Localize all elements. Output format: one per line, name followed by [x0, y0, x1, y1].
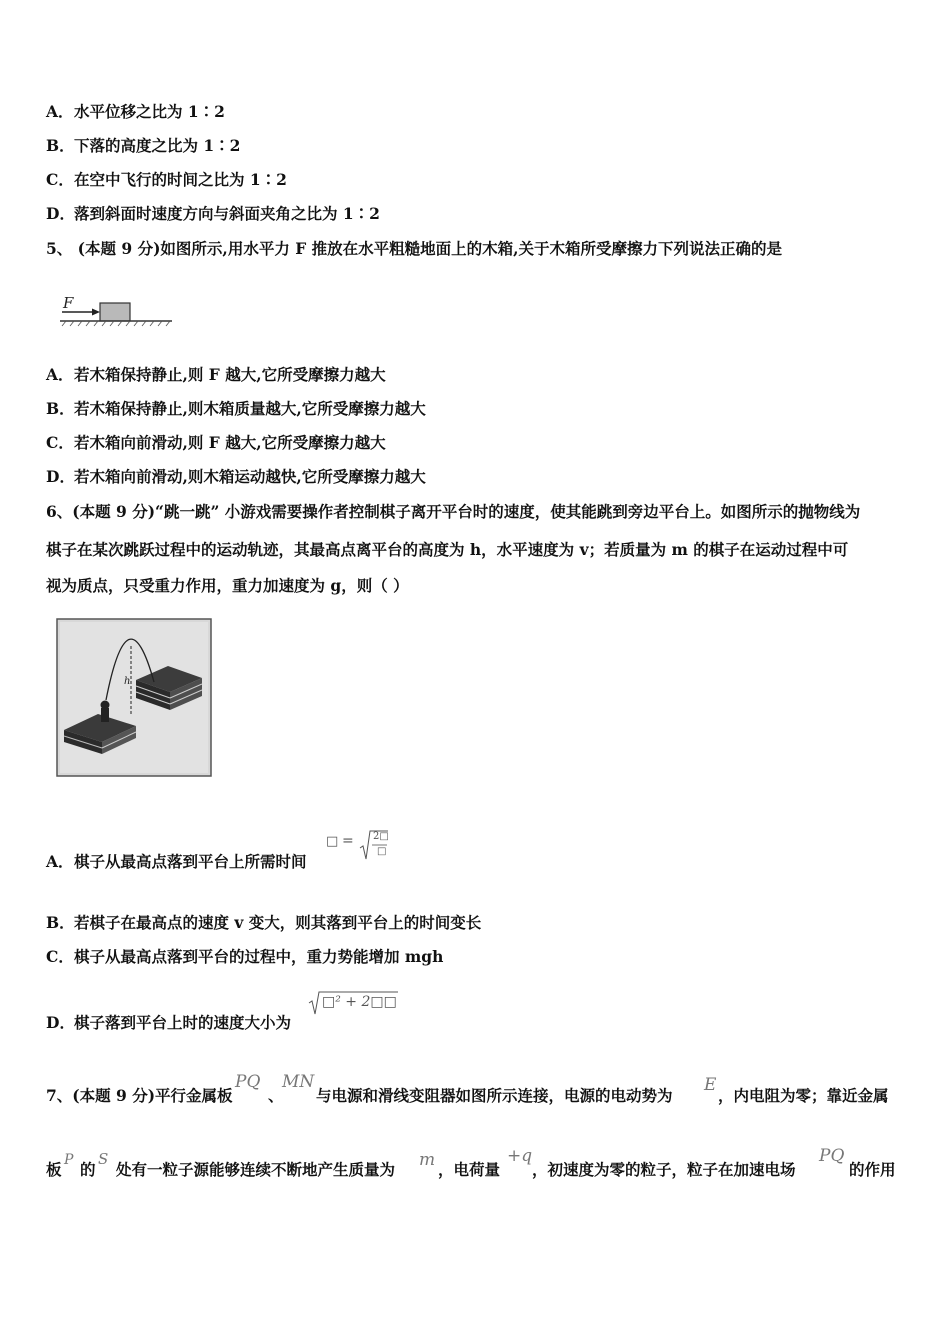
q7-symbol-s: S [98, 1150, 109, 1168]
q4-option-b-text: 下落的高度之比为 1∶2 [74, 136, 241, 155]
q4-option-a-text: 水平位移之比为 1∶2 [74, 102, 225, 121]
q4-option-d-text: 落到斜面时速度方向与斜面夹角之比为 1∶2 [74, 204, 380, 223]
q4-option-c [46, 170, 287, 190]
q6-option-d-text: 棋子落到平台上时的速度大小为 [74, 1013, 292, 1032]
q6-option-d-letter: D． [46, 1013, 75, 1032]
q7-text-part2: 与电源和滑线变阻器如图所示连接，电源的电动势为 [316, 1086, 673, 1105]
q7-text-part9: 的作用 [849, 1160, 896, 1179]
q6-option-b-text: 若棋子在最高点的速度 v 变大，则其落到平台上的时间变长 [74, 913, 482, 932]
q4-option-a [46, 102, 225, 122]
q5-figure-force-label: F [63, 294, 74, 312]
q5-option-c-text: 若木箱向前滑动,则 F 越大,它所受摩擦力越大 [74, 433, 386, 452]
q7-text-part3: ，内电阻为零；靠近金属 [718, 1086, 889, 1105]
q6-stem-line3: 视为质点，只受重力作用，重力加速度为 g，则（ ） [46, 576, 409, 595]
q6-formula-a [326, 828, 398, 862]
q5-option-c [46, 433, 386, 453]
q5-option-a [46, 365, 386, 385]
q7-text-part8: ，初速度为零的粒子，粒子在加速电场 [532, 1160, 796, 1179]
formula-a-denominator: □ [377, 846, 387, 857]
q7-symbol-m: m [419, 1150, 436, 1170]
q4-option-d-letter: D． [46, 204, 75, 223]
q7-symbol-p: P [64, 1152, 74, 1168]
q6-jump-game-figure [56, 618, 212, 778]
q4-option-b-letter: B． [46, 136, 75, 155]
formula-d-body: □² + 2□□ [322, 994, 397, 1010]
force-arrowhead [92, 309, 100, 316]
q7-symbol-pq-2: PQ [819, 1146, 845, 1166]
q6-option-b-letter: B． [46, 913, 75, 932]
q7-text-part4: 板 [46, 1160, 62, 1179]
q5-option-a-text: 若木箱保持静止,则 F 越大,它所受摩擦力越大 [74, 365, 386, 384]
q6-option-c-text: 棋子从最高点落到平台的过程中，重力势能增加 mgh [74, 947, 444, 966]
formula-a-numerator: 2□ [373, 831, 389, 842]
q4-option-a-letter: A． [46, 102, 74, 121]
q6-formula-d [308, 990, 400, 1016]
q7-symbol-mn: MN [282, 1072, 315, 1092]
chess-piece-body [101, 708, 109, 722]
q5-option-d-letter: D． [46, 467, 75, 486]
q5-stem: 5、 (本题 9 分)如图所示,用水平力 F 推放在水平粗糙地面上的木箱,关于木箱所受摩擦力下列说法正确的是 [46, 239, 783, 258]
q7-symbol-q: +q [507, 1146, 533, 1166]
q6-stem-line1: 6、(本题 9 分)“跳一跳” 小游戏需要操作者控制棋子离开平台时的速度，使其能跳到旁边平台上。如图所示的抛物线为 [46, 502, 861, 521]
q5-option-b-text: 若木箱保持静止,则木箱质量越大,它所受摩擦力越大 [74, 399, 426, 418]
q6-stem-line2: 棋子在某次跳跃过程中的运动轨迹，其最高点离平台的高度为 h，水平速度为 v；若质量为 m 的棋子在运动过程中可 [46, 540, 849, 559]
q5-option-d [46, 467, 426, 487]
q6-option-b [46, 913, 481, 933]
q7-line1 [46, 1086, 233, 1106]
q7-symbol-e: E [704, 1075, 717, 1095]
q6-option-a [46, 852, 307, 872]
q5-option-d-text: 若木箱向前滑动,则木箱运动越快,它所受摩擦力越大 [74, 467, 426, 486]
q6-option-c [46, 947, 443, 967]
q6-option-d [46, 1013, 291, 1033]
q7-text-part6: 处有一粒子源能够连续不断地产生质量为 [116, 1160, 396, 1179]
q5-option-b [46, 399, 426, 419]
height-label: h [124, 676, 131, 687]
q4-option-c-text: 在空中飞行的时间之比为 1∶2 [74, 170, 287, 189]
q6-option-a-letter: A． [46, 852, 74, 871]
q4-option-b [46, 136, 240, 156]
q6-option-c-letter: C． [46, 947, 74, 966]
q7-text-part7: ，电荷量 [438, 1160, 501, 1179]
q5-figure [56, 294, 176, 328]
q7-text-part1: 7、(本题 9 分)平行金属板 [46, 1086, 233, 1105]
q4-option-d [46, 204, 380, 224]
chess-piece-head [101, 701, 110, 710]
q4-option-c-letter: C． [46, 170, 74, 189]
q7-symbol-pq: PQ [235, 1072, 261, 1092]
q6-option-a-text: 棋子从最高点落到平台上所需时间 [74, 852, 307, 871]
q7-text-part5: 的 [80, 1160, 96, 1179]
q5-option-b-letter: B． [46, 399, 75, 418]
wooden-box [100, 303, 130, 321]
formula-a-equals: = [342, 833, 354, 849]
q5-option-a-letter: A． [46, 365, 74, 384]
formula-a-lhs: □ [326, 834, 339, 849]
q7-separator: 、 [268, 1086, 284, 1105]
q5-option-c-letter: C． [46, 433, 74, 452]
